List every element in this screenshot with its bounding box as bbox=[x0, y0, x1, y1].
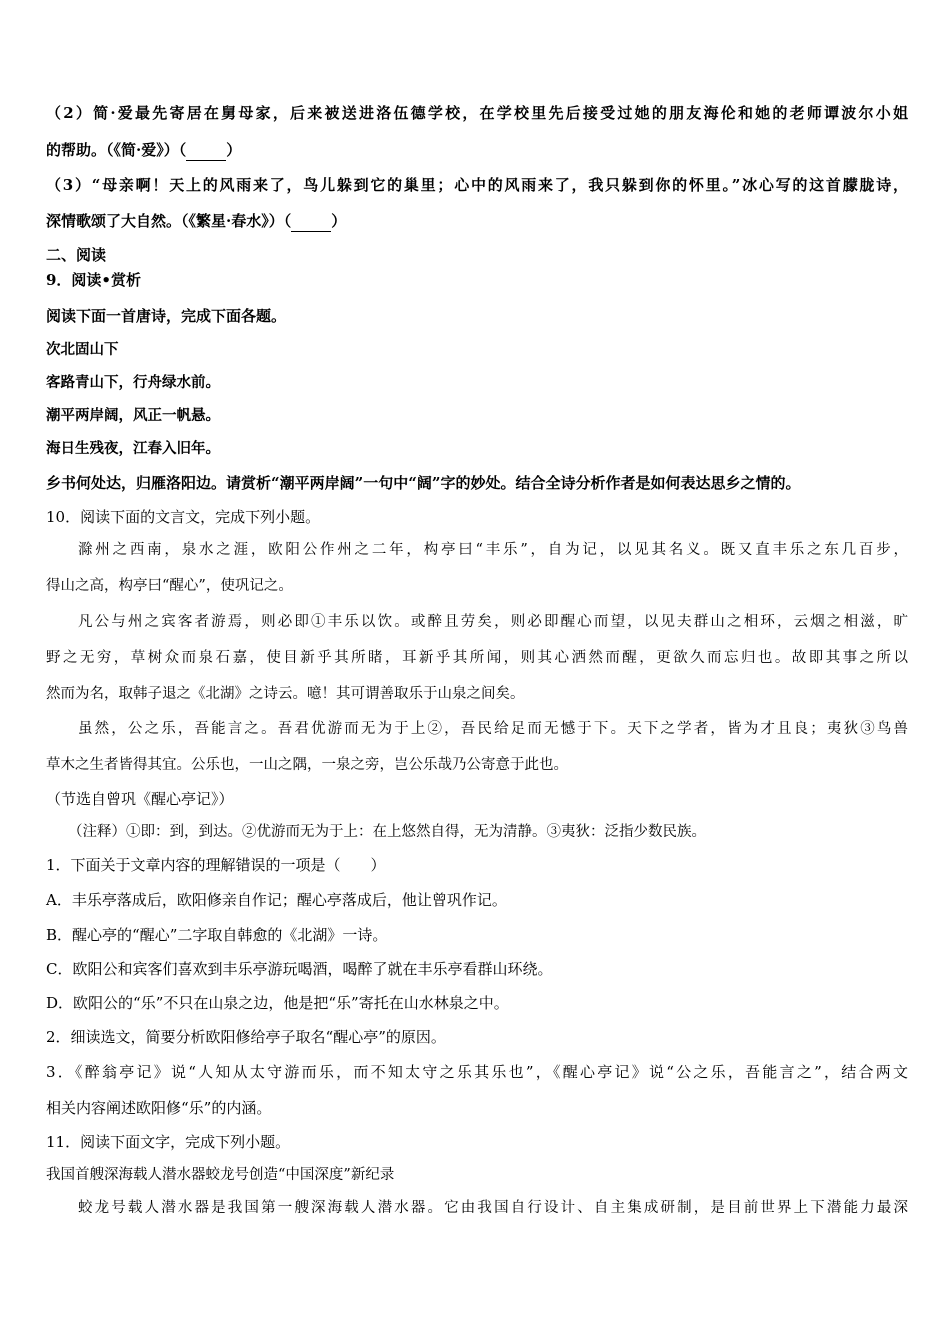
subquestion-1: 1．下面关于文章内容的理解错误的一项是（ ） bbox=[46, 856, 386, 874]
answer-blank[interactable] bbox=[186, 140, 226, 161]
option-b: B．醒心亭的“醒心”二字取自韩愈的《北湖》一诗。 bbox=[46, 926, 388, 944]
article-text-line: 蛟龙号载人潜水器是我国第一艘深海载人潜水器。它由我国自行设计、自主集成研制，是目前世界上下潜能力最深 bbox=[78, 1200, 908, 1216]
classical-text-line: 得山之高，构亭曰“醒心”，使巩记之。 bbox=[46, 578, 293, 594]
article-title: 我国首艘深海载人潜水器蛟龙号创造“中国深度”新纪录 bbox=[46, 1167, 395, 1183]
option-d: D．欧阳公的“乐”不只在山泉之边，他是把“乐”寄托在山水林泉之中。 bbox=[46, 994, 509, 1012]
question-9-instruction: 阅读下面一首唐诗，完成下面各题。 bbox=[46, 307, 287, 325]
annotation: （注释）①即：到，到达。②优游而无为于上：在上悠然自得，无为清静。③夷狄：泛指少数民族。 bbox=[68, 824, 706, 840]
section-heading: 二、阅读 bbox=[46, 246, 107, 264]
poem-title: 次北固山下 bbox=[46, 341, 119, 358]
poem-question: 乡书何处达，归雁洛阳边。请赏析“潮平两岸阔”一句中“阔”字的妙处。结合全诗分析作者是如何表达思乡之情的。 bbox=[46, 474, 801, 492]
question-8-2-line1: （2）简·爱最先寄居在舅母家，后来被送进洛伍德学校，在学校里先后接受过她的朋友海伦和她的老师谭波尔小姐 bbox=[46, 104, 908, 122]
classical-text-line: 草木之生者皆得其宜。公乐也，一山之隅，一泉之旁，岂公乐哉乃公寄意于此也。 bbox=[46, 757, 568, 773]
classical-text-line: 凡公与州之宾客者游焉，则必即①丰乐以饮。或醉且劳矣，则必即醒心而望，以见夫群山之相环，云烟之相滋，旷 bbox=[78, 614, 908, 630]
poem-line: 海日生残夜，江春入旧年。 bbox=[46, 440, 220, 457]
answer-blank[interactable] bbox=[291, 211, 331, 232]
option-a: A．丰乐亭落成后，欧阳修亲自作记；醒心亭落成后，他让曾巩作记。 bbox=[46, 891, 507, 909]
subquestion-2: 2．细读选文，简要分析欧阳修给亭子取名“醒心亭”的原因。 bbox=[46, 1028, 446, 1046]
classical-text-line: 野之无穷，草树众而泉石嘉，使目新乎其所睹，耳新乎其所闻，则其心洒然而醒，更欲久而忘归也。故即其事之所以 bbox=[46, 650, 908, 666]
question-9-title: 9．阅读•赏析 bbox=[46, 271, 142, 289]
subquestion-3-line1: 3．《醉翁亭记》说“人知从太守游而乐，而不知太守之乐其乐也”，《醒心亭记》说“公之乐，吾能言之”，结合两文 bbox=[46, 1063, 908, 1081]
question-8-3-line2: 深情歌颂了大自然。（《繁星·春水》）（ ） bbox=[46, 212, 347, 230]
question-8-3-line1: （3）“母亲啊！天上的风雨来了，鸟儿躲到它的巢里；心中的风雨来了，我只躲到你的怀里。”冰心写的这首朦胧诗， bbox=[46, 176, 908, 194]
question-10-title: 10．阅读下面的文言文，完成下列小题。 bbox=[46, 508, 321, 526]
subquestion-3-line2: 相关内容阐述欧阳修“乐”的内涵。 bbox=[46, 1099, 272, 1117]
classical-text-line: 然而为名，取韩子退之《北湖》之诗云。噫！其可谓善取乐于山泉之间矣。 bbox=[46, 686, 525, 702]
option-c: C．欧阳公和宾客们喜欢到丰乐亭游玩喝酒，喝醉了就在丰乐亭看群山环绕。 bbox=[46, 960, 553, 978]
question-8-2-line2: 的帮助。（《简·爱》）（ ） bbox=[46, 141, 242, 159]
poem-line: 客路青山下，行舟绿水前。 bbox=[46, 374, 220, 391]
source-note: （节选自曾巩《醒心亭记》） bbox=[46, 790, 234, 808]
poem-line: 潮平两岸阔，风正一帆悬。 bbox=[46, 407, 220, 424]
question-11-title: 11．阅读下面文字，完成下列小题。 bbox=[46, 1133, 291, 1151]
classical-text-line: 虽然，公之乐，吾能言之。吾君优游而无为于上②，吾民给足而无憾于下。天下之学者，皆为才且良；夷狄③鸟兽 bbox=[78, 721, 908, 737]
classical-text-line: 滁州之西南，泉水之涯，欧阳公作州之二年，构亭曰“丰乐”，自为记，以见其名义。既又直丰乐之东几百步， bbox=[78, 542, 908, 558]
